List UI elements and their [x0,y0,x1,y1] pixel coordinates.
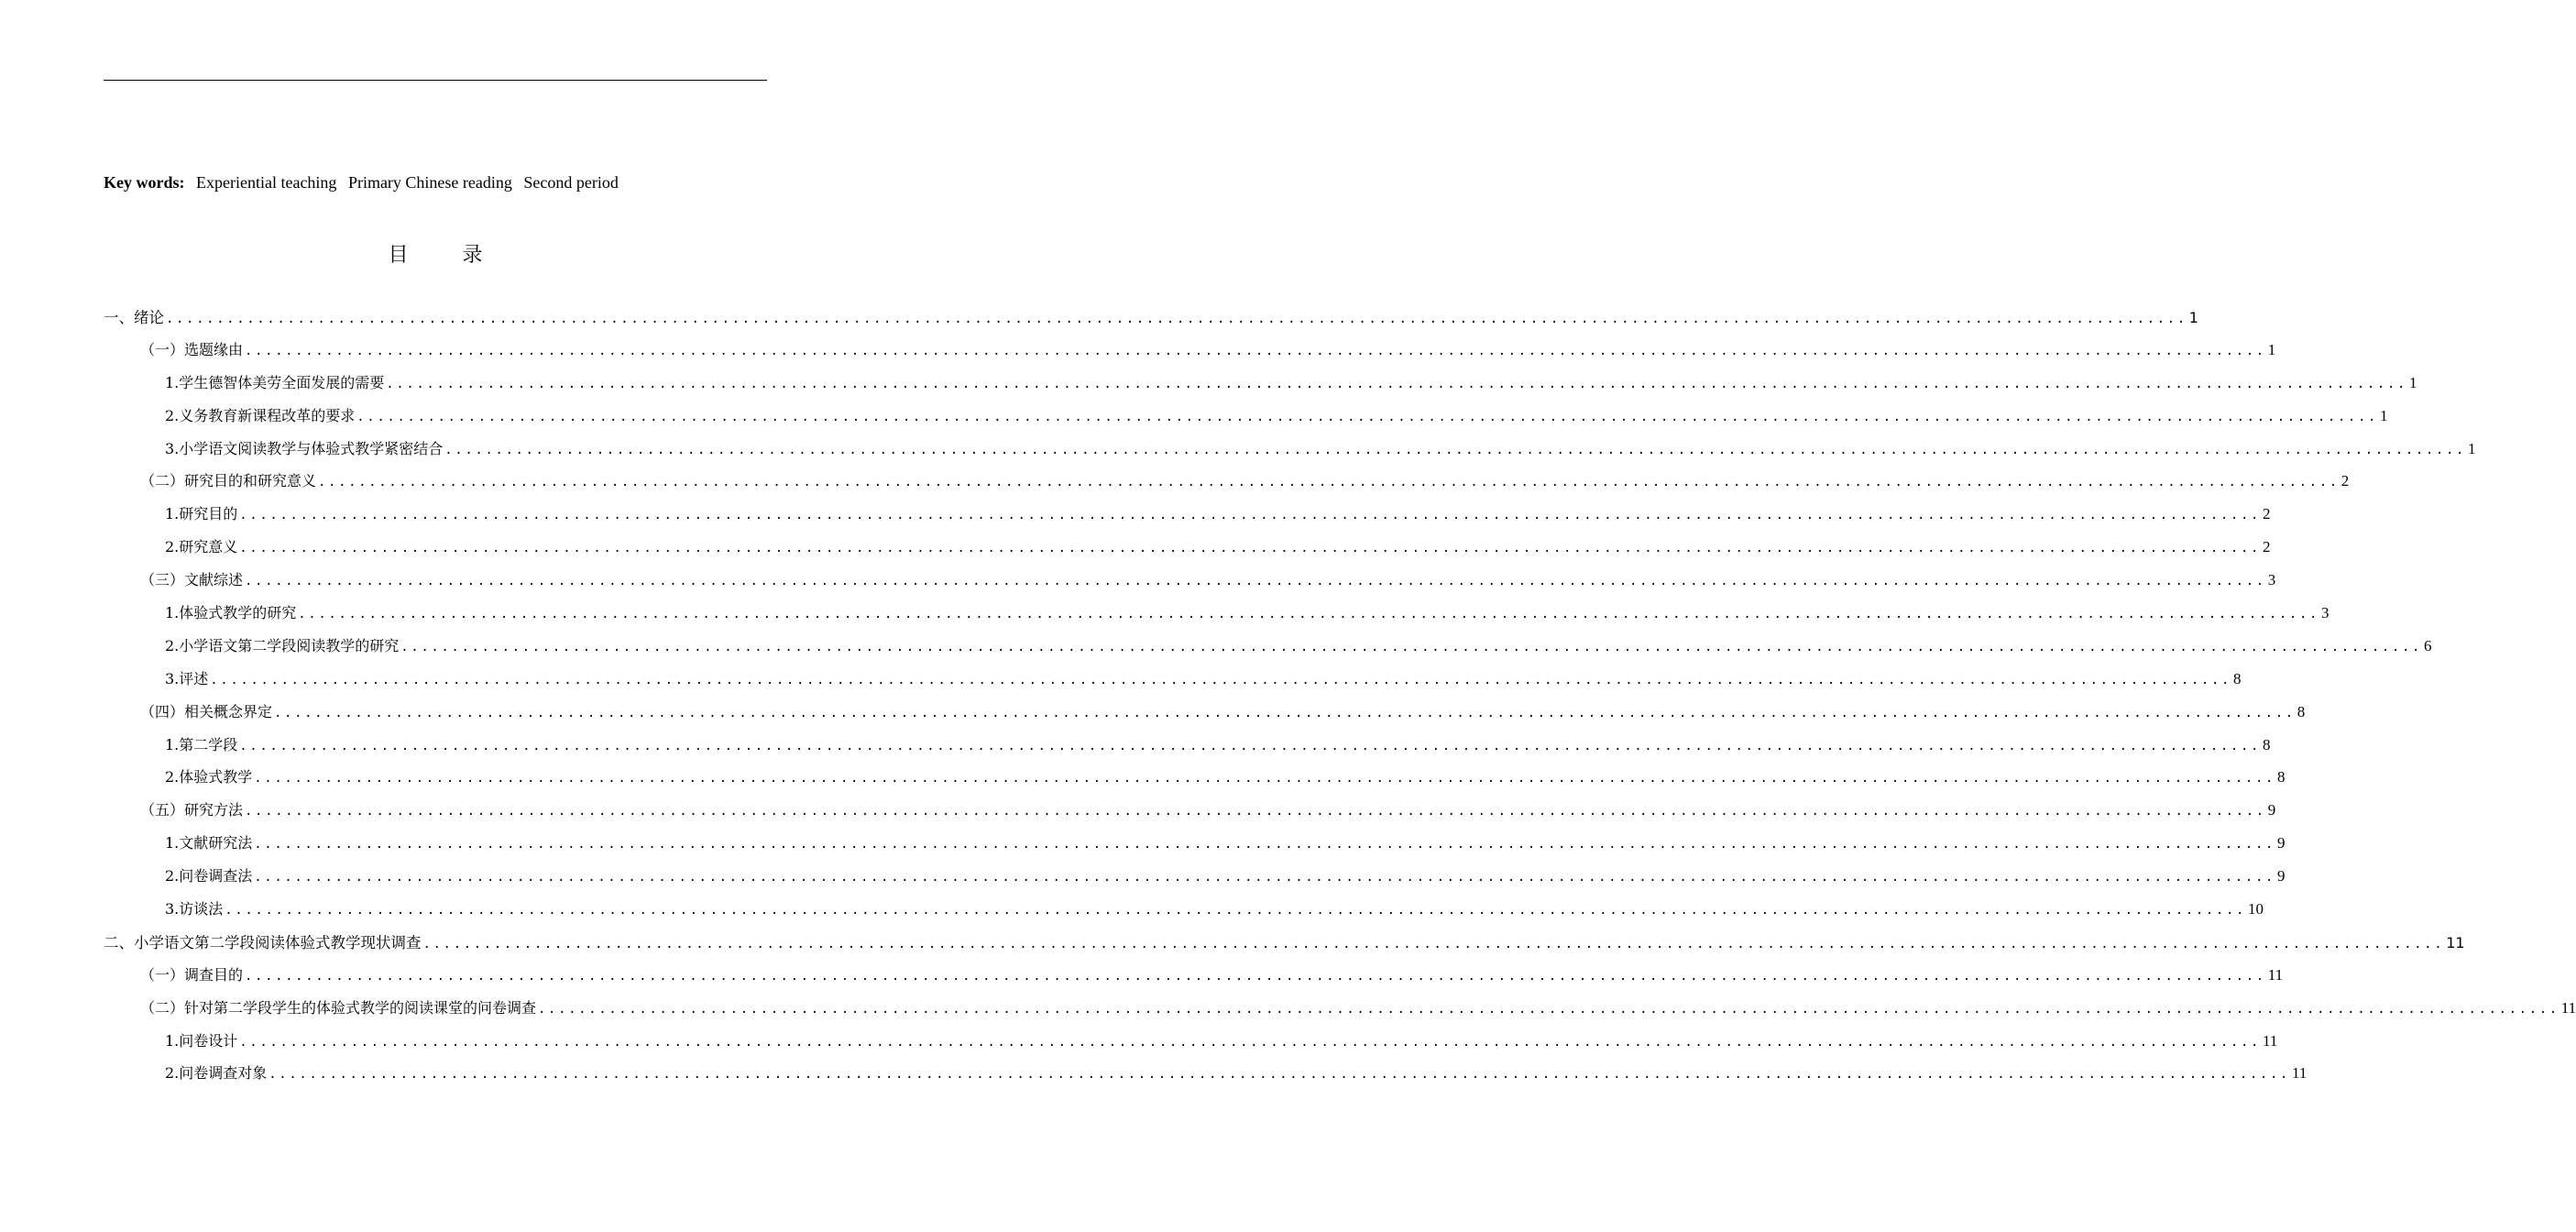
toc-entry-number: （四） [140,702,185,720]
toc-entry-page-number: 8 [2296,702,2306,720]
toc-entry-page-number: 1 [2380,406,2388,424]
toc-entry-page-number: 10 [2248,900,2264,918]
toc-entry[interactable] [104,568,2276,601]
toc-entry-number: 1. [165,1031,180,1050]
toc-entry-number: 2. [165,636,180,654]
keywords-label: Key words: [104,173,185,192]
toc-dot-leader: ........................................................................................................................................................................................................ [239,738,2262,754]
keyword-term: Second period [523,173,619,192]
toc-entry-number: 二、 [104,933,134,952]
toc-entry[interactable] [104,502,2271,535]
toc-entry-number: 一、 [104,309,134,326]
toc-entry-number: 1. [165,834,180,852]
toc-entry-number: 1. [165,735,180,754]
table-of-contents [104,305,2576,1094]
keyword-term: Experiential teaching [196,173,337,192]
toc-entry-number: 2. [165,768,180,786]
toc-entry-number: 2. [165,538,180,556]
toc-entry[interactable] [104,601,2329,634]
toc-entry-page-number: 8 [2277,768,2286,786]
toc-entry-number: （一） [140,965,185,984]
toc-entry-title: 文献综述 [184,571,244,589]
toc-dot-leader: ........................................................................................................................................................................................................ [400,639,2423,654]
toc-entry-title: 绪论 [134,309,164,326]
toc-entry-page-number: 1 [2468,439,2476,457]
toc-entry-page-number: 3 [2267,571,2276,589]
toc-entry[interactable] [104,798,2276,831]
toc-entry-page-number: 9 [2277,834,2286,852]
toc-entry-number: 2. [165,1064,180,1083]
toc-entry-title: 问卷调查法 [179,867,253,886]
toc-dot-leader: ........................................................................................................................................................................................................ [245,804,2266,820]
toc-entry[interactable] [104,831,2286,864]
toc-entry[interactable] [104,930,2465,963]
toc-entry-title: 相关概念界定 [184,702,273,720]
toc-entry[interactable] [104,404,2388,437]
header-rule [104,80,767,81]
toc-entry[interactable] [104,1029,2278,1062]
keywords-line [104,173,619,192]
toc-entry-page-number: 2 [2340,472,2350,490]
toc-title: 目 录 [388,244,507,267]
toc-entry-number: （二） [140,998,185,1017]
toc-entry-title: 小学语文第二学段阅读教学的研究 [179,636,400,654]
toc-entry-number: 3. [165,439,180,457]
toc-dot-leader: ........................................................................................................................................................................................................ [239,541,2262,556]
toc-entry-page-number: 2 [2263,538,2271,556]
toc-entry-title: 访谈法 [179,900,224,918]
toc-entry-title: 学生德智体美劳全面发展的需要 [179,373,385,391]
toc-entry-title: 选题缘由 [184,340,244,358]
toc-entry-number: 2. [165,867,180,886]
toc-entry-number: 2. [165,406,180,424]
toc-entry[interactable] [104,765,2286,798]
toc-entry[interactable] [104,996,2576,1029]
toc-entry[interactable] [104,700,2306,733]
toc-entry[interactable] [104,864,2286,897]
toc-entry-page-number: 8 [2233,669,2242,688]
keyword-term: Primary Chinese reading [347,173,512,192]
toc-dot-leader: ........................................................................................................................................................................................................ [269,1067,2291,1083]
toc-entry-title: 研究目的 [179,505,238,523]
toc-entry-title: 文献研究法 [179,834,253,852]
toc-entry-title: 问卷调查对象 [179,1064,268,1083]
toc-entry-page-number: 8 [2263,735,2271,754]
toc-entry-number: （三） [140,571,185,589]
toc-entry-number: （一） [140,340,185,358]
toc-entry-title: 第二学段 [179,735,238,754]
toc-entry-page-number: 9 [2267,801,2276,820]
toc-entry-number: 3. [165,669,180,688]
toc-entry-title: 针对第二学段学生的体验式教学的阅读课堂的问卷调查 [184,998,537,1017]
toc-dot-leader: ........................................................................................................................................................................................................ [538,1001,2560,1017]
toc-dot-leader: ........................................................................................................................................................................................................ [245,574,2266,589]
toc-entry-title: 义务教育新课程改革的要求 [179,406,356,424]
toc-dot-leader: ........................................................................................................................................................................................................ [166,312,2187,326]
toc-entry-page-number: 3 [2321,604,2329,622]
toc-dot-leader: ........................................................................................................................................................................................................ [254,771,2276,786]
toc-entry-number: 3. [165,900,180,918]
toc-entry-title: 研究方法 [184,801,244,820]
toc-dot-leader: ........................................................................................................................................................................................................ [386,376,2408,391]
toc-dot-leader: ........................................................................................................................................................................................................ [239,1034,2262,1050]
toc-dot-leader: ........................................................................................................................................................................................................ [254,870,2276,886]
toc-entry-page-number: 9 [2277,867,2286,886]
toc-dot-leader: ........................................................................................................................................................................................................ [245,343,2266,358]
toc-dot-leader: ........................................................................................................................................................................................................ [210,672,2232,688]
toc-entry-title: 小学语文阅读教学与体验式教学紧密结合 [179,439,444,457]
toc-entry-page-number: 11 [2292,1064,2307,1083]
toc-dot-leader: ........................................................................................................................................................................................................ [298,607,2320,622]
toc-entry[interactable] [104,733,2271,766]
toc-dot-leader: ........................................................................................................................................................................................................ [318,475,2340,490]
toc-dot-leader: ........................................................................................................................................................................................................ [239,508,2262,523]
toc-entry-page-number: 2 [2263,505,2271,523]
toc-entry-title: 评述 [179,669,209,688]
toc-entry[interactable] [104,897,2264,930]
toc-dot-leader: ........................................................................................................................................................................................................ [225,903,2247,918]
toc-entry[interactable] [104,1062,2307,1094]
toc-entry-title: 调查目的 [184,965,244,984]
toc-dot-leader: ........................................................................................................................................................................................................ [422,936,2445,952]
toc-entry[interactable] [104,437,2476,470]
toc-entry[interactable] [104,305,2198,338]
toc-entry-title: 研究目的和研究意义 [184,472,317,490]
toc-entry-page-number: 6 [2424,636,2432,654]
toc-entry-number: 1. [165,505,180,523]
toc-entry-title: 体验式教学 [179,768,253,786]
toc-entry-page-number: 11 [2267,965,2284,984]
toc-entry[interactable] [104,469,2350,502]
toc-entry[interactable] [104,963,2284,996]
toc-entry-page-number: 1 [2409,373,2417,391]
toc-dot-leader: ........................................................................................................................................................................................................ [254,837,2276,852]
toc-entry-page-number: 11 [2446,933,2465,952]
toc-dot-leader: ........................................................................................................................................................................................................ [444,442,2467,457]
toc-entry-page-number: 11 [2263,1031,2278,1050]
toc-entry-number: （五） [140,801,185,820]
toc-entry-page-number: 1 [2267,340,2276,358]
toc-entry[interactable] [104,338,2276,371]
toc-entry-page-number: 11 [2560,998,2576,1017]
toc-entry-title: 小学语文第二学段阅读体验式教学现状调查 [134,933,422,952]
toc-entry-number: 1. [165,604,180,622]
toc-dot-leader: ........................................................................................................................................................................................................ [356,409,2379,424]
toc-entry-title: 研究意义 [179,538,238,556]
toc-entry[interactable] [104,535,2271,568]
toc-dot-leader: ........................................................................................................................................................................................................ [245,968,2266,984]
toc-entry-number: 1. [165,373,180,391]
toc-entry-title: 体验式教学的研究 [179,604,297,622]
toc-entry[interactable] [104,634,2432,667]
toc-entry-number: （二） [140,472,185,490]
toc-dot-leader: ........................................................................................................................................................................................................ [274,705,2296,720]
toc-entry[interactable] [104,667,2242,700]
toc-entry-title: 问卷设计 [179,1031,238,1050]
toc-entry[interactable] [104,371,2417,404]
toc-entry-page-number: 1 [2188,309,2198,326]
